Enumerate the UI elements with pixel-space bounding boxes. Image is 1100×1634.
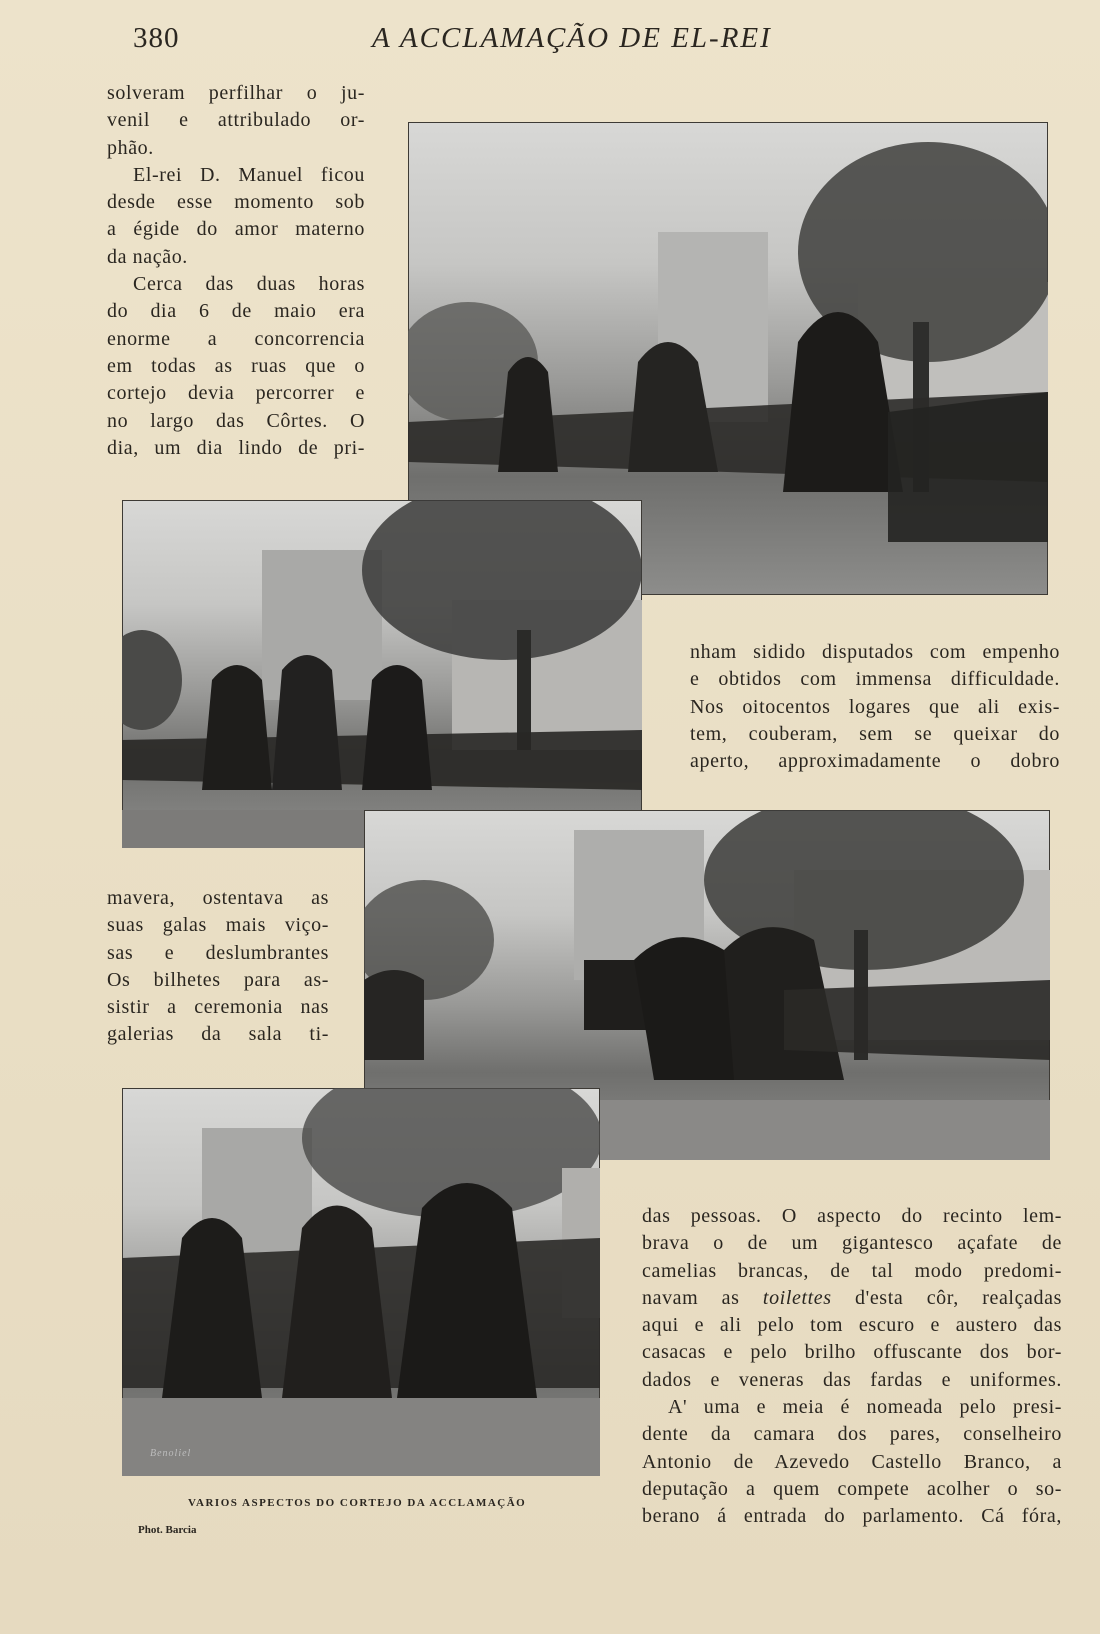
text-line: mavera, ostentava as [107, 887, 329, 909]
text-line: dia, um dia lindo de pri- [107, 436, 365, 459]
text-line: tem, couberam, sem se queixar do [690, 722, 1060, 745]
text-line: do dia 6 de maio era [107, 300, 365, 323]
text-line: solveram perfilhar o ju- [107, 82, 365, 104]
text-line: aqui e ali pelo tom escuro e austero das [642, 1314, 1062, 1337]
text-line: El-rei D. Manuel ficou [133, 163, 365, 186]
text-line: da nação. [107, 245, 188, 268]
text-column-top-left [107, 80, 365, 462]
paragraph [642, 1394, 1062, 1530]
text-fragment: d'esta côr, realçadas [831, 1286, 1062, 1309]
paragraph [690, 639, 1060, 775]
text-line: deputação a quem compete acolher o so- [642, 1477, 1062, 1500]
text-column-bottom-right [642, 1203, 1062, 1531]
text-line: cortejo devia percorrer e [107, 382, 365, 405]
text-line: desde esse momento sob [107, 191, 365, 214]
running-head [0, 20, 1100, 60]
text-line: suas galas mais viço- [107, 914, 329, 937]
text-line: Antonio de Azevedo Castello Branco, a [642, 1450, 1062, 1473]
paragraph [107, 885, 329, 1049]
text-line: Os bilhetes para as- [107, 968, 329, 991]
text-line: e obtidos com immensa difficuldade. [690, 668, 1060, 691]
paragraph [107, 162, 365, 271]
paragraph [642, 1203, 1062, 1394]
header-title: A ACCLAMAÇÃO DE EL-REI [372, 22, 772, 54]
paragraph [107, 80, 365, 162]
text-line: dente da camara dos pares, conselheiro [642, 1423, 1062, 1446]
paragraph [107, 271, 365, 462]
text-line: a égide do amor materno [107, 218, 365, 241]
text-line: enorme a concorrencia [107, 327, 365, 350]
text-fragment: navam as [642, 1286, 763, 1309]
text-line: nham sidido disputados com empenho [690, 641, 1060, 663]
photo-caption: VARIOS ASPECTOS DO CORTEJO DA ACCLAMAÇÃO [188, 1497, 527, 1509]
text-line: sistir a ceremonia nas [107, 996, 329, 1019]
text-line: das pessoas. O aspecto do recinto lem- [642, 1205, 1062, 1227]
text-line: galerias da sala ti- [107, 1023, 329, 1046]
text-line: Cerca das duas horas [133, 273, 365, 296]
text-column-left-middle [107, 885, 329, 1049]
text-line: aperto, approximadamente o dobro [690, 750, 1060, 773]
text-line: phão. [107, 136, 154, 159]
photo-credit: Phot. Barcia [138, 1524, 197, 1536]
text-line: em todas as ruas que o [107, 354, 365, 377]
text-line: no largo das Côrtes. O [107, 409, 365, 432]
text-line [642, 1285, 1062, 1312]
text-line: venil e attribulado or- [107, 109, 365, 132]
text-line: Nos oitocentos logares que ali exis- [690, 695, 1060, 718]
photo-mounted-cavalry [122, 1088, 600, 1476]
text-line: sas e deslumbrantes [107, 941, 329, 964]
text-line: brava o de um gigantesco açafate de [642, 1232, 1062, 1255]
italic-term: toilettes [762, 1286, 832, 1309]
text-line: casacas e pelo brilho offuscante dos bor- [642, 1341, 1062, 1364]
page-number: 380 [133, 22, 180, 54]
text-column-right-middle [690, 639, 1060, 775]
text-line: camelias brancas, de tal modo predomi- [642, 1259, 1062, 1282]
photographer-signature: Benoliel [150, 1448, 192, 1459]
text-line: berano á entrada do parlamento. Cá fóra, [642, 1505, 1062, 1528]
text-line: A' uma e meia é nomeada pelo presi- [668, 1396, 1062, 1419]
text-line: dados e veneras das fardas e uniformes. [642, 1368, 1062, 1391]
photo-horsemen-along-street [122, 500, 642, 848]
